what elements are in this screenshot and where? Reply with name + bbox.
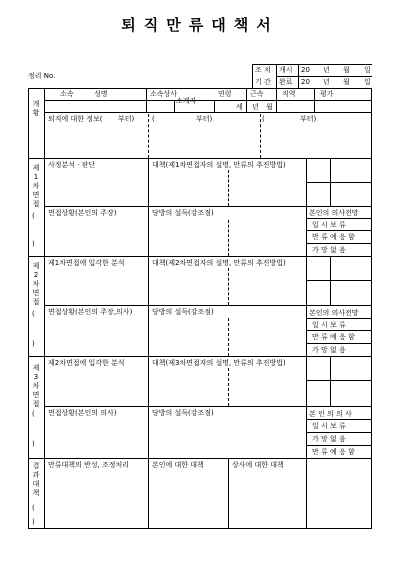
- header-age: 연령: [218, 90, 232, 98]
- interview3-option-hold: 일 시 보 류: [312, 422, 346, 430]
- interview2-side-label: 제2차면접: [32, 262, 40, 306]
- reason-source-2: 부터): [196, 115, 213, 123]
- interview2-paren-open: (: [32, 310, 35, 318]
- interview3-paren-close: ): [32, 440, 35, 448]
- header-superior: 소속상사: [150, 90, 178, 98]
- end-month-unit: 월: [343, 78, 350, 86]
- header-affiliation: 소속: [60, 90, 74, 98]
- interview1-plan: 대책(제1차면접자의 설명, 만류의 추진방법): [152, 161, 286, 169]
- interview2-status: 면접상황(본인의 주장,의사): [48, 308, 133, 316]
- end-year-unit: 년: [323, 78, 330, 86]
- start-label: 개시: [279, 66, 293, 74]
- header-tenure: 근속: [250, 90, 264, 98]
- start-day-unit: 일: [364, 66, 371, 74]
- end-year: 20: [301, 78, 310, 86]
- result-paren-close: ): [32, 518, 35, 526]
- start-year: 20: [301, 66, 310, 74]
- header-name: 성명: [94, 90, 108, 98]
- interview1-paren-close: ): [32, 240, 35, 248]
- interview2-paren-close: ): [32, 340, 35, 348]
- interview1-status: 면접상황(본인의 주장): [48, 209, 117, 217]
- interview2-analysis: 제1차면접에 입각한 분석: [48, 259, 125, 267]
- result-reflection: 만류대책의 반성, 조정처리: [48, 461, 130, 469]
- interview1-option-hold: 일 시 보 류: [312, 221, 346, 229]
- interview3-status: 면접상황(본인의 의사): [48, 409, 117, 417]
- start-year-unit: 년: [323, 66, 330, 74]
- interview2-persuade: 당방의 설득(강조점): [152, 308, 214, 316]
- doc-number-label: 정리 No.: [28, 72, 56, 80]
- interview1-persuade: 당방의 설득(강조점): [152, 209, 214, 217]
- reason-label: 퇴직에 대한 정보(: [48, 115, 103, 123]
- interview2-option-accept: 만 류 예 응 함: [312, 333, 355, 341]
- interview3-plan: 대책(제3차면접자의 설명, 만류의 추진방법): [152, 359, 286, 367]
- interview3-side-label: 제3차면접: [32, 364, 40, 408]
- interview1-option-hopeless: 가 망 없 음: [312, 246, 346, 254]
- page-title: 퇴직만류대책서: [121, 16, 279, 34]
- interview3-option-accept: 만 류 예 응 함: [312, 448, 355, 456]
- interview1-side-label: 제1차면접: [32, 164, 40, 208]
- result-superior-plan: 상사에 대한 대책: [232, 461, 284, 469]
- interview3-persuade: 당방의 설득(강조점): [152, 409, 214, 417]
- tenure-month-unit: 월: [266, 103, 273, 111]
- interview3-analysis: 제2차면접에 입각한 분석: [48, 359, 125, 367]
- start-month-unit: 월: [343, 66, 350, 74]
- reason-paren-3: (: [262, 115, 265, 123]
- result-self-plan: 본인에 대한 대책: [152, 461, 204, 469]
- end-label: 완료: [279, 78, 293, 86]
- interview1-option-accept: 만 류 예 응 함: [312, 233, 355, 241]
- interview2-plan: 대책(제2차면접자의 설명, 만류의 추진방법): [152, 259, 286, 267]
- interview1-analysis: 사정분석 · 판단: [48, 161, 96, 169]
- header-evaluation: 평가: [320, 90, 334, 98]
- reason-source-1: 부터): [118, 115, 135, 123]
- header-duty: 직역: [282, 90, 296, 98]
- tenure-year-unit: 년: [252, 103, 259, 111]
- reason-paren-2: (: [152, 115, 155, 123]
- header-introducer: 소개자: [176, 97, 197, 105]
- end-day-unit: 일: [364, 78, 371, 86]
- age-unit: 세: [236, 103, 243, 111]
- period-label-top: 조 치: [255, 66, 271, 74]
- interview1-paren-open: (: [32, 212, 35, 220]
- reason-source-3: 부터): [300, 115, 317, 123]
- period-label-bottom: 기 간: [255, 78, 271, 86]
- result-side-label: 결과대책: [32, 462, 40, 497]
- interview3-prospect-label: 본 인 의 의 사: [309, 410, 352, 418]
- interview3-paren-open: (: [32, 410, 35, 418]
- result-paren-open: (: [32, 504, 35, 512]
- interview1-prospect-label: 본인의 의사전망: [309, 209, 359, 217]
- interview2-option-hold: 일 시 보 류: [312, 321, 346, 329]
- overview-side-label: 개황: [32, 100, 40, 117]
- interview2-option-hopeless: 가 망 없 음: [312, 346, 346, 354]
- interview3-option-hopeless: 가 망 없 음: [312, 435, 346, 443]
- interview2-prospect-label: 본인의 의사전망: [309, 309, 359, 317]
